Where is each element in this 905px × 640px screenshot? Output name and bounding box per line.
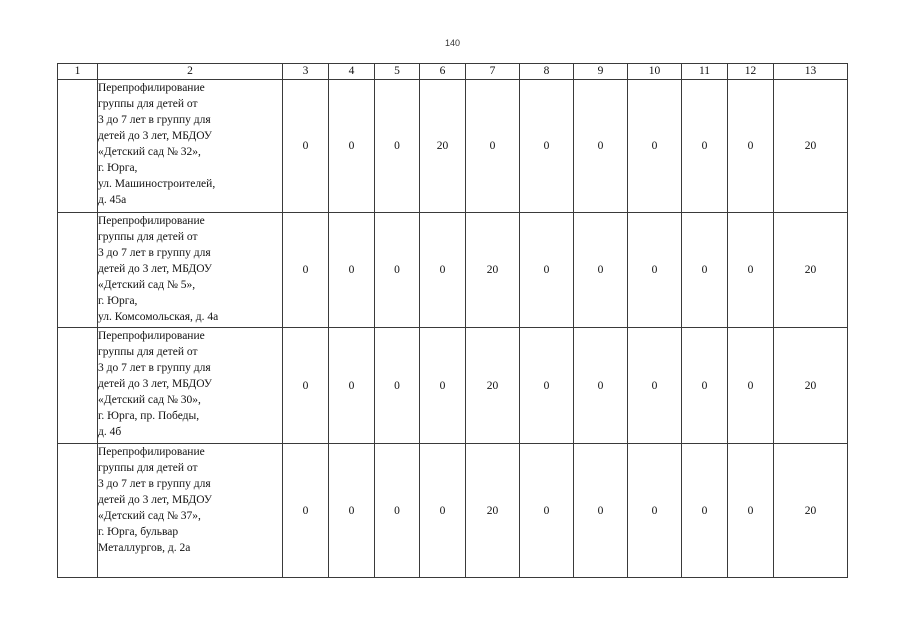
value-cell: 0 xyxy=(375,80,420,213)
value-cell: 0 xyxy=(574,328,628,444)
value-cell: 0 xyxy=(329,444,375,578)
value-cell: 0 xyxy=(329,213,375,328)
total-cell: 20 xyxy=(774,328,848,444)
column-header: 8 xyxy=(520,64,574,80)
value-cell: 0 xyxy=(628,213,682,328)
column-header: 6 xyxy=(420,64,466,80)
table-row xyxy=(58,328,848,444)
row-index-cell xyxy=(58,328,98,444)
value-cell: 0 xyxy=(375,444,420,578)
total-cell: 20 xyxy=(774,213,848,328)
value-cell: 0 xyxy=(420,444,466,578)
table-row xyxy=(58,444,848,578)
value-cell: 0 xyxy=(420,213,466,328)
column-header: 4 xyxy=(329,64,375,80)
table-row xyxy=(58,80,848,213)
column-header: 1 xyxy=(58,64,98,80)
column-header: 9 xyxy=(574,64,628,80)
column-header: 7 xyxy=(466,64,520,80)
column-header: 10 xyxy=(628,64,682,80)
value-cell: 0 xyxy=(329,80,375,213)
value-cell: 20 xyxy=(466,444,520,578)
value-cell: 0 xyxy=(574,444,628,578)
page-number: 140 xyxy=(444,38,461,48)
value-cell: 0 xyxy=(283,213,329,328)
value-cell: 0 xyxy=(283,444,329,578)
value-cell: 0 xyxy=(682,80,728,213)
column-header: 11 xyxy=(682,64,728,80)
value-cell: 20 xyxy=(466,328,520,444)
value-cell: 0 xyxy=(283,80,329,213)
value-cell: 0 xyxy=(728,80,774,213)
value-cell: 0 xyxy=(574,80,628,213)
value-cell: 0 xyxy=(520,80,574,213)
column-header: 13 xyxy=(774,64,848,80)
value-cell: 20 xyxy=(466,213,520,328)
row-index-cell xyxy=(58,213,98,328)
value-cell: 0 xyxy=(520,213,574,328)
row-index-cell xyxy=(58,444,98,578)
value-cell: 0 xyxy=(682,328,728,444)
header-row xyxy=(58,64,848,80)
table-row xyxy=(58,213,848,328)
value-cell: 0 xyxy=(628,80,682,213)
row-index-cell xyxy=(58,80,98,213)
total-cell: 20 xyxy=(774,444,848,578)
value-cell: 0 xyxy=(520,444,574,578)
value-cell: 20 xyxy=(420,80,466,213)
value-cell: 0 xyxy=(420,328,466,444)
row-description: Перепрофилирование группы для детей от 3 до 7 лет в группу для детей до 3 лет, МБДОУ «Детский сад № 30», г. Юрга, пр. Победы, д. 4б xyxy=(98,328,283,444)
column-header: 5 xyxy=(375,64,420,80)
value-cell: 0 xyxy=(520,328,574,444)
value-cell: 0 xyxy=(728,213,774,328)
value-cell: 0 xyxy=(329,328,375,444)
value-cell: 0 xyxy=(375,328,420,444)
value-cell: 0 xyxy=(682,444,728,578)
row-description: Перепрофилирование группы для детей от 3 до 7 лет в группу для детей до 3 лет, МБДОУ «Детский сад № 37», г. Юрга, бульвар Металлургов, д. 2а xyxy=(98,444,283,578)
row-description: Перепрофилирование группы для детей от 3 до 7 лет в группу для детей до 3 лет, МБДОУ «Детский сад № 32», г. Юрга, ул. Машиностроителей, д. 45а xyxy=(98,80,283,213)
value-cell: 0 xyxy=(375,213,420,328)
value-cell: 0 xyxy=(728,328,774,444)
row-description: Перепрофилирование группы для детей от 3 до 7 лет в группу для детей до 3 лет, МБДОУ «Детский сад № 5», г. Юрга, ул. Комсомольская, д. 4а xyxy=(98,213,283,328)
value-cell: 0 xyxy=(682,213,728,328)
value-cell: 0 xyxy=(628,444,682,578)
total-cell: 20 xyxy=(774,80,848,213)
value-cell: 0 xyxy=(574,213,628,328)
column-header: 12 xyxy=(728,64,774,80)
value-cell: 0 xyxy=(466,80,520,213)
value-cell: 0 xyxy=(283,328,329,444)
value-cell: 0 xyxy=(628,328,682,444)
value-cell: 0 xyxy=(728,444,774,578)
column-header: 3 xyxy=(283,64,329,80)
column-header: 2 xyxy=(98,64,283,80)
data-table xyxy=(57,63,848,578)
